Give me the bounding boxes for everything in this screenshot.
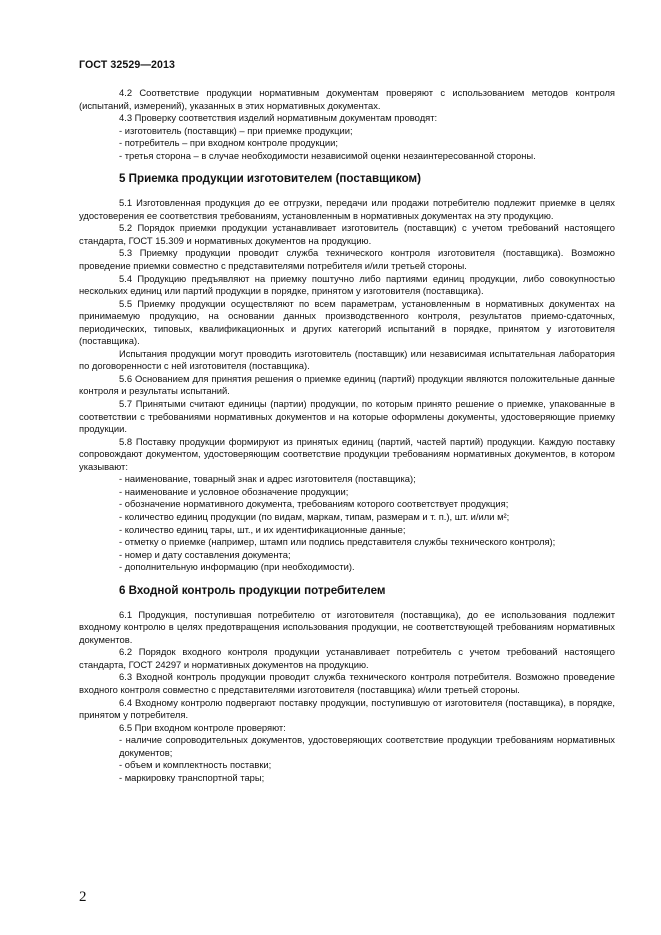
list-item: - наименование и условное обозначение продукции; <box>119 485 349 497</box>
paragraph: 6.2 Порядок входного контроля продукции устанавливает потребитель с учетом требований настоящего стандарта, ГОСТ 24297 и нормативных документов на продукцию. <box>79 646 615 670</box>
paragraph: 4.3 Проверку соответствия изделий нормативным документам проводят: <box>119 112 438 124</box>
paragraph: 5.8 Поставку продукции формируют из принятых единиц (партий, частей партий) продукции. Каждую поставку сопровождают документом, удостоверяющим соответствие продукции требованиям нормативных документов, в котором указывают: <box>79 435 615 472</box>
page-number: 2 <box>79 889 87 905</box>
list-item: - маркировку транспортной тары; <box>119 771 265 783</box>
list-item: - изготовитель (поставщик) – при приемке продукции; <box>119 124 353 136</box>
paragraph: 5.4 Продукцию предъявляют на приемку поштучно либо партиями единиц продукции, либо совокупностью нескольких единиц или партий продукции в порядке, принятом у изготовителя (поставщика). <box>79 272 615 297</box>
paragraph: 6.3 Входной контроль продукции проводит служба технического контроля потребителя. Возможно проведение входного контроля совместно с представителями изготовителя (поставщика) и/или третьей стороны. <box>79 671 615 695</box>
paragraph: 5.7 Принятыми считают единицы (партии) продукции, по которым принято решение о приемке, упакованные в соответствии с требованиями нормативных документов и на которые оформлены документы, удостоверяющие приемку продукции. <box>79 398 615 435</box>
list-item: - потребитель – при входном контроле продукции; <box>119 137 338 149</box>
list-item: - количество единиц продукции (по видам, маркам, типам, размерам и т. п.), шт. и/или м²; <box>119 510 510 522</box>
paragraph: 5.3 Приемку продукции проводит служба технического контроля изготовителя (поставщика). Возможно проведение приемки совместно с представителями потребителя и/или третьей стороны. <box>79 247 615 272</box>
list-item: - количество единиц тары, шт., и их идентификационные данные; <box>119 523 406 535</box>
list-item: - наименование, товарный знак и адрес изготовителя (поставщика); <box>119 473 416 485</box>
list-item: - обозначение нормативного документа, требованиям которого соответствует продукция; <box>119 498 509 510</box>
paragraph: 5.1 Изготовленная продукция до ее отгрузки, передачи или продажи потребителю подлежит приемке в целях удостоверения ее соответствия требованиям, установленным в нормативных документах на эту продукцию. <box>79 197 615 221</box>
section-heading: 5 Приемка продукции изготовителем (поставщиком) <box>119 172 421 186</box>
list-item: - отметку о приемке (например, штамп или подпись представителя службы технического контроля); <box>119 536 556 548</box>
paragraph: 6.1 Продукция, поступившая потребителю от изготовителя (поставщика), до ее использования подлежит входному контролю в целях предотвращения использования продукции, не соответствующей требованиям нормативных документов. <box>79 608 615 645</box>
list-item: - наличие сопроводительных документов, удостоверяющих соответствие продукции требованиям нормативных документов; <box>119 734 615 758</box>
document-body <box>79 87 615 784</box>
paragraph: 4.2 Соответствие продукции нормативным документам проверяют с использованием методов контроля (испытаний, измерений), указанных в этих нормативных документах. <box>79 87 615 111</box>
document-header: ГОСТ 32529—2013 <box>79 59 176 71</box>
paragraph: 5.2 Порядок приемки продукции устанавливает изготовитель (поставщик) с учетом требований настоящего стандарта, ГОСТ 15.309 и нормативных документов на продукцию. <box>79 222 615 246</box>
list-item: - номер и дату составления документа; <box>119 548 291 560</box>
paragraph: 5.5 Приемку продукции осуществляют по всем параметрам, установленным в нормативных документах на принимаемую продукцию, на основании данных производственного контроля, результатов приемо-сдаточных, периодических, типовых, квалификационных и других категорий испытаний в порядке, принятом у изготовителя (поставщика). <box>79 297 615 347</box>
list-item: - третья сторона – в случае необходимости независимой оценки незаинтересованной стороны. <box>119 149 536 161</box>
paragraph: 5.6 Основанием для принятия решения о приемке единиц (партий) продукции являются положительные данные контроля и результаты испытаний. <box>79 372 615 397</box>
list-item: - объем и комплектность поставки; <box>119 759 272 771</box>
section-heading: 6 Входной контроль продукции потребителем <box>119 583 386 597</box>
paragraph: 6.4 Входному контролю подвергают поставку продукции, поступившую от изготовителя (поставщика), в порядке, принятом у потребителя. <box>79 696 615 721</box>
paragraph: 6.5 При входном контроле проверяют: <box>119 721 286 733</box>
list-item: - дополнительную информацию (при необходимости). <box>119 561 355 573</box>
paragraph: Испытания продукции могут проводить изготовитель (поставщик) или независимая испытательная лаборатория по договоренности с ней изготовителя (поставщика). <box>79 347 615 372</box>
